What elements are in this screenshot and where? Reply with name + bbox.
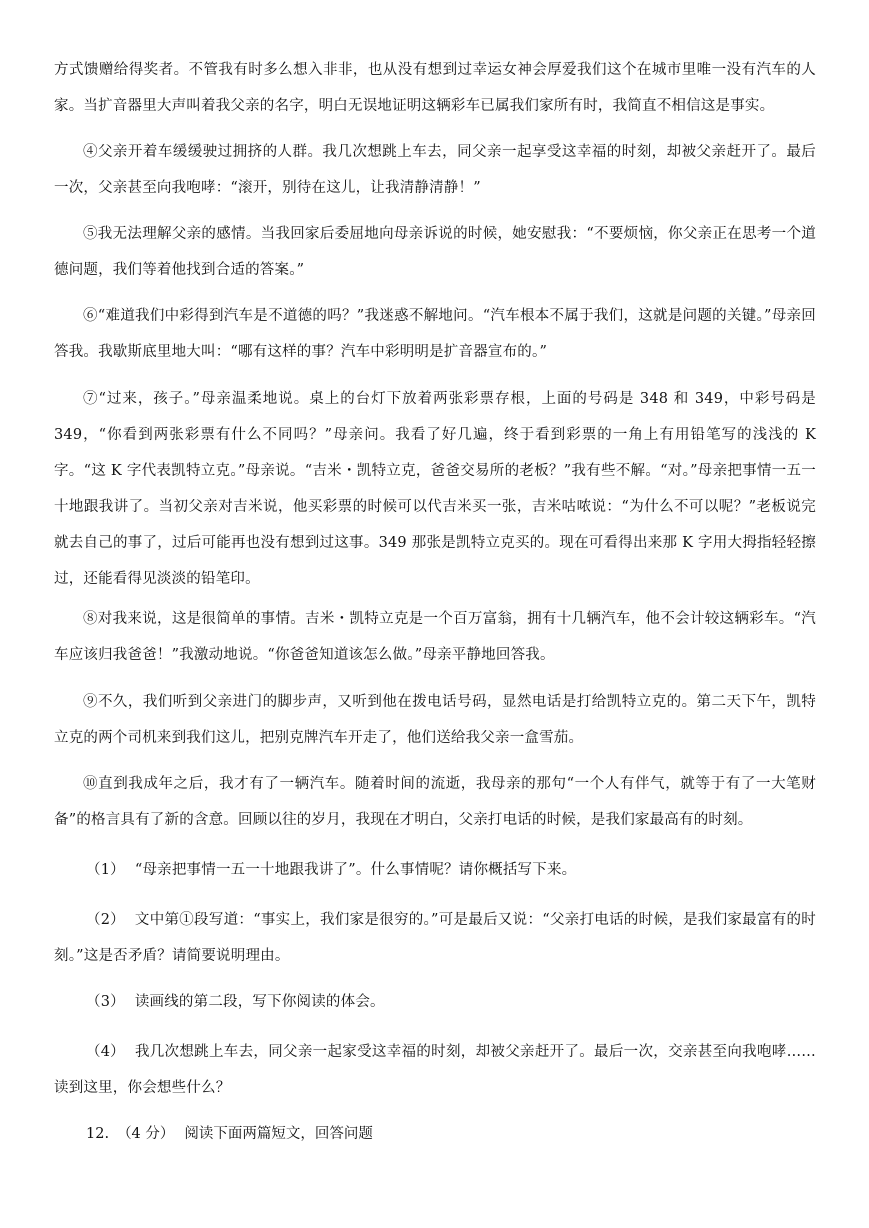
section-number: 12. [86,1126,110,1142]
section-instruction: 阅读下面两篇短文，回答问题 [184,1126,373,1142]
paragraph-10: ⑩直到我成年之后，我才有了一辆汽车。随着时间的流逝，我母亲的那句“一个人有伴气，就等于有了一大笔财备”的格言具有了新的含意。回顾以往的岁月，我现在才明白，父亲打电话的时候，是我们家最高有的时刻。 [54,776,816,828]
paragraph-8: ⑧对我来说，这是很简单的事情。吉米・凯特立克是一个百万富翁，拥有十几辆汽车，他不会计较这辆彩车。“汽车应该归我爸爸！”我激动地说。“你爸爸知道该怎么做。”母亲平静地回答我。 [54,611,816,663]
question-text: 读画线的第二段，写下你阅读的体会。 [134,994,385,1010]
paragraph-5: ⑤我无法理解父亲的感情。当我回家后委屈地向母亲诉说的时候，她安慰我：“不要烦恼，你父亲正在思考一个道德问题，我们等着他找到合适的答案。” [54,226,816,278]
section-12-heading [86,1116,816,1152]
question-2 [54,902,816,974]
paragraph-4: ④父亲开着车缓缓驶过拥挤的人群。我几次想跳上车去，同父亲一起享受这幸福的时刻，却被父亲赶开了。最后一次，父亲甚至向我咆哮：“滚开，别待在这儿，让我清静清静！” [54,144,816,196]
paragraph-continued: 方式馈赠给得奖者。不管我有时多么想入非非，也从没有想到过幸运女神会厚爱我们这个在城市里唯一没有汽车的人家。当扩音器里大声叫着我父亲的名字，明白无误地证明这辆彩车已属我们家所有时，我简直不相信这是事实。 [54,62,816,114]
question-number: （1） [86,862,125,878]
question-text: 文中第①段写道：“事实上，我们家是很穷的。”可是最后又说：“父亲打电话的时候，是我们家最富有的时刻。”这是否矛盾？请简要说明理由。 [54,912,816,964]
paragraph-6: ⑥“难道我们中彩得到汽车是不道德的吗？”我迷惑不解地问。“汽车根本不属于我们，这就是问题的关键。”母亲回答我。我歇斯底里地大叫：“哪有这样的事？汽车中彩明明是扩音器宣布的。” [54,308,816,360]
section-score: （4 分） [117,1126,175,1142]
question-text: 我几次想跳上车去，同父亲一起家受这幸福的时刻，却被父亲赶开了。最后一次，交亲甚至向我咆哮……读到这里，你会想些什么？ [54,1044,816,1096]
question-number: （2） [86,912,125,928]
question-1 [54,852,816,888]
question-number: （3） [86,994,125,1010]
paragraph-9: ⑨不久，我们听到父亲进门的脚步声，又听到他在拨电话号码，显然电话是打给凯特立克的。第二天下午，凯特立克的两个司机来到我们这儿，把别克牌汽车开走了，他们送给我父亲一盒雪茄。 [54,694,816,746]
question-4 [54,1034,816,1106]
paragraph-7: ⑦“过来，孩子。”母亲温柔地说。桌上的台灯下放着两张彩票存根，上面的号码是 348 和 349，中彩号码是 349，“你看到两张彩票有什么不同吗？”母亲问。我看了好几遍，终于看到彩票的一角上有用铅笔写的浅浅的 K 字。“这 K 字代表凯特立克。”母亲说。“吉米・凯特立克，爸爸交易所的老板？”我有些不解。“对。”母亲把事情一五一十地跟我讲了。当初父亲对吉米说，他买彩票的时候可以代吉米买一张，吉米咕哝说：“为什么不可以呢？”老板说完就去自己的事了，过后可能再也没有想到过这事。349 那张是凯特立克买的。现在可看得出来那 K 字用大拇指轻轻擦过，还能看得见淡淡的铅笔印。 [54,391,816,587]
question-number: （4） [86,1044,125,1060]
question-text: “母亲把事情一五一十地跟我讲了”。什么事情呢？请你概括写下来。 [134,862,577,878]
question-3 [54,984,816,1020]
